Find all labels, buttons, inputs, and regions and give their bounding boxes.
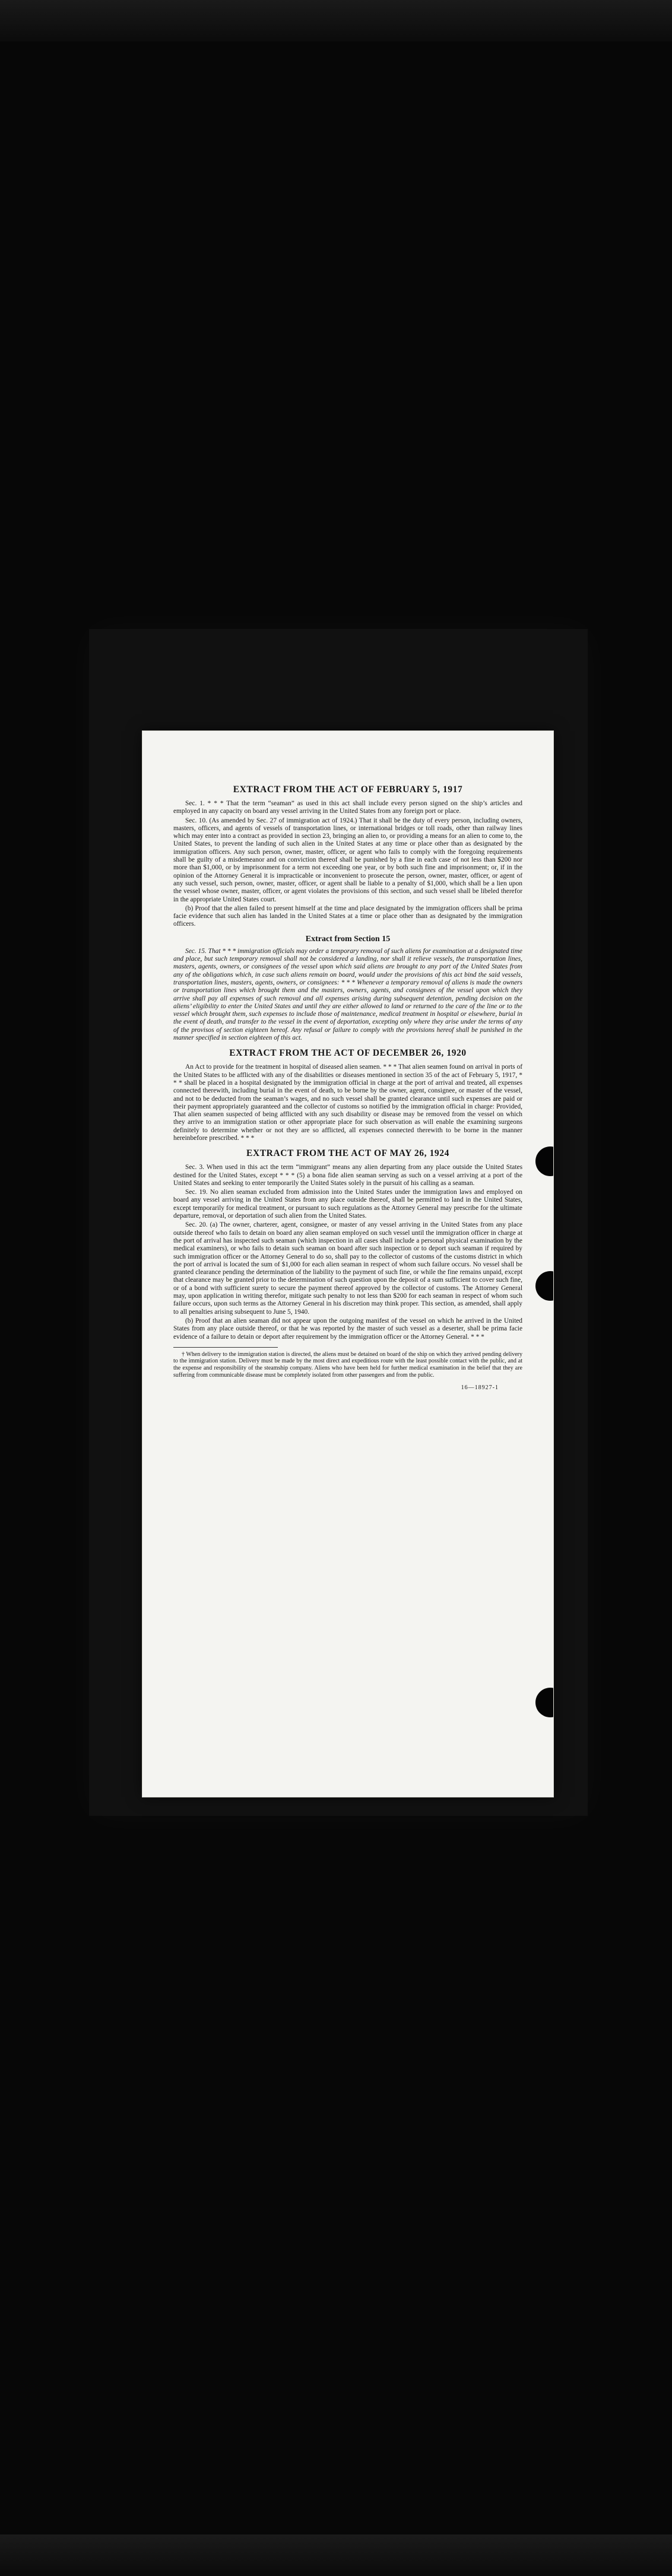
film-border-bottom	[0, 2534, 672, 2576]
section-3: Sec. 3. When used in this act the term “immigrant” means any alien departing from any place outside the United States destined for the United States, except * * * (5) a bona fide alien seaman serving as such on a vessel arriving at a port of the United States and seeking to enter temporarily the United States solely in the pursuit of his calling as a seaman.	[173, 1164, 522, 1187]
heading-act-1917: EXTRACT FROM THE ACT OF FEBRUARY 5, 1917	[233, 784, 463, 795]
section-10: Sec. 10. (As amended by Sec. 27 of immigration act of 1924.) That it shall be the duty of every person, including owners, masters, officers, and agents of vessels of transportation lines, or international bridges or toll roads, other than railway lines which may enter into a contract as provided in section 23, bringing an alien to, or providing a means for an alien to come to, the United States, to prevent the landing of such alien in the United States at any time or place other than as designated by the immigration officers. Any such person, owner, master, officer, or agent who fails to comply with the foregoing requirements shall be guilty of a misdemeanor and on conviction thereof shall be punished by a fine in each case of not less than $200 nor more than $1,000, or by imprisonment for a term not exceeding one year, or by both such fine and imprisonment; or, if in the opinion of the Attorney General it is impracticable or inconvenient to prosecute the person, owner, master, officer, or agent of any such vessel, such person, owner, master, officer, or agent shall be liable to a penalty of $1,000, which shall be a lien upon the vessel whose owner, master, officer, or agent violates the provisions of this section, and such vessel shall be libeled therefor in the appropriate United States court.	[173, 817, 522, 903]
punch-hole	[535, 1271, 553, 1301]
footnote: † When delivery to the immigration station is directed, the aliens must be detained on board of the ship on which they arrived pending delivery to the immigration station. Delivery must be made by the most direct and expeditious route with the least possible contact with the public, and at the expense and responsibility of the steamship company. Aliens who have been held for further medical examination in the belief that they are suffering from communicable disease must be completely isolated from other passengers and from the public.	[173, 1351, 522, 1378]
printer-mark: 16—18927-1	[461, 1384, 499, 1392]
film-border-top	[0, 0, 672, 42]
section-1: Sec. 1. * * * That the term “seaman” as used in this act shall include every person signed on the ship’s articles and employed in any capacity on board any vessel arriving in the United States from any foreign port or place.	[173, 800, 522, 815]
heading-act-1920: EXTRACT FROM THE ACT OF DECEMBER 26, 1920	[229, 1048, 467, 1059]
heading-act-1924: EXTRACT FROM THE ACT OF MAY 26, 1924	[246, 1148, 449, 1159]
section-10-b: (b) Proof that the alien failed to present himself at the time and place designated by the immigration officers shall be prima facie evidence that such alien has landed in the United States at a time or place other than as designated by the immigration officers.	[173, 904, 522, 928]
act-1920-text: An Act to provide for the treatment in hospital of diseased alien seamen. * * * That alien seamen found on arrival in ports of the United States to be afflicted with any of the disabilities or diseases mentioned in section 35 of the act of February 5, 1917, * * * shall be placed in a hospital designated by the immigration official in charge at the port of arrival and treated, all expenses connected therewith, including burial in the event of death, to be borne by the owner, agent, consignee, or master of the vessel, and not to be deducted from the seaman’s wages, and no such vessel shall be granted clearance until such expenses are paid or their payment appropriately guaranteed and the collector of customs so notified by the immigration official in charge: Provided, That alien seamen suspected of being afflicted with any such disability or disease may be removed from the vessel on which they arrive to an immigration station or other appropriate place for such observation as will enable the examining surgeons definitely to determine whether or not they are so afflicted, all expenses connected therewith to be borne in the manner hereinbefore prescribed. * * *	[173, 1063, 522, 1142]
section-20-b: (b) Proof that an alien seaman did not appear upon the outgoing manifest of the vessel on which he arrived in the United States from any place outside thereof, or that he was reported by the master of such vessel as a deserter, shall be prima facie evidence of a failure to detain or deport after requirement by the immigration officer or the Attorney General. * * *	[173, 1317, 522, 1341]
section-20: Sec. 20. (a) The owner, charterer, agent, consignee, or master of any vessel arriving in the United States from any place outside thereof who fails to detain on board any alien seaman employed on such vessel until the immigration officer in charge at the port of arrival has inspected such seaman (which inspection in all cases shall include a personal physical examination by the medical examiners), or who fails to detain such seaman on board after such inspection or to deport such seaman if required by such immigration officer or the Attorney General to do so, shall pay to the collector of customs of the customs district in which the port of arrival is located the sum of $1,000 for each alien seaman in respect of whom such failure occurs. No vessel shall be granted clearance pending the determination of the liability to the payment of such fine, or while the fine remains unpaid, except that clearance may be granted prior to the determination of such question upon the deposit of a sum sufficient to cover such fine, or of a bond with sufficient surety to secure the payment thereof approved by the collector of customs. The Attorney General may, upon application in writing therefor, mitigate such penalty to not less than $200 for each seaman in respect of whom such failure occurs, upon such terms as the Attorney General in his discretion may think proper. This section, as amended, shall apply to all penalties arising subsequent to June 5, 1940.	[173, 1221, 522, 1316]
document-page	[142, 731, 553, 1797]
footnote-divider	[173, 1347, 278, 1348]
punch-hole	[535, 1146, 553, 1176]
heading-section-15: Extract from Section 15	[305, 934, 391, 944]
punch-hole	[535, 1688, 553, 1717]
section-19: Sec. 19. No alien seaman excluded from admission into the United States under the immigration laws and employed on board any vessel arriving in the United States from any place outside thereof, shall be permitted to land in the United States, except temporarily for medical treatment, or pursuant to such regulations as the Attorney General may prescribe for the ultimate departure, removal, or deportation of such alien from the United States.	[173, 1189, 522, 1220]
section-15: Sec. 15. That * * * immigration officials may order a temporary removal of such aliens for examination at a designated time and place, but such temporary removal shall not be considered a landing, nor shall it relieve vessels, the transportation lines, masters, agents, owners, or consignees of the vessel upon which said aliens are brought to any port of the United States from any of the obligations which, in case such aliens remain on board, would under the provisions of this act bind the said vessels, transportation lines, masters, agents, owners, or consignees: * * * Whenever a temporary removal of aliens is made the owners or transportation lines which brought them and the masters, owners, agents, and consignees of the vessel upon which they arrive shall pay all expenses of such removal and all expenses arising during subsequent detention, pending decision on the aliens’ eligibility to enter the United States and until they are either allowed to land or returned to the care of the line or to the vessel which brought them, such expenses to include those of maintenance, medical treatment in hospital or elsewhere, burial in the event of death, and transfer to the vessel in the event of deportation, excepting only where they arise under the terms of any of the provisos of section eighteen hereof. Any refusal or failure to comply with the provisions hereof shall be punished in the manner specified in section eighteen of this act.	[173, 947, 522, 1042]
